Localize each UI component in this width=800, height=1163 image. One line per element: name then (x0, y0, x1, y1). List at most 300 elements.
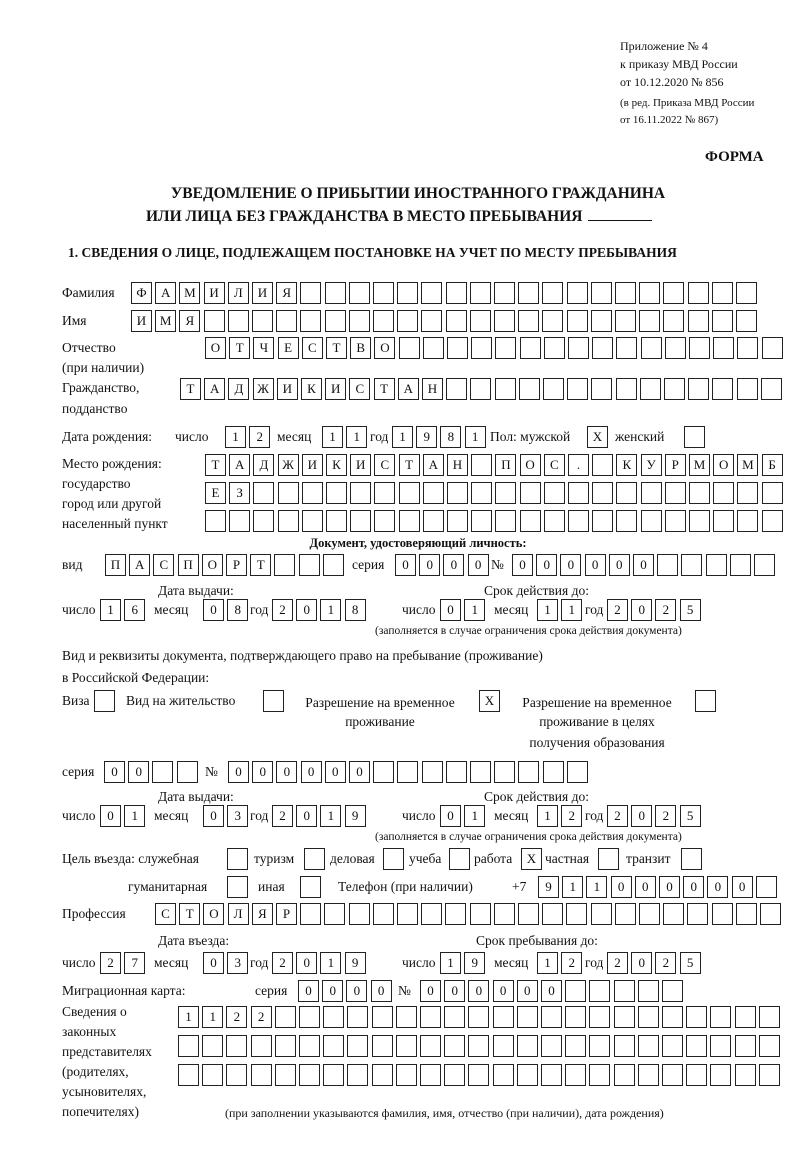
char-cell[interactable] (640, 378, 661, 400)
char-cell[interactable] (735, 1064, 756, 1086)
char-cell[interactable] (471, 454, 492, 476)
char-cell[interactable] (350, 510, 371, 532)
char-cell[interactable] (688, 282, 709, 304)
char-cell[interactable] (759, 1006, 780, 1028)
res-issue-day-field[interactable] (100, 805, 148, 827)
char-cell[interactable]: Т (326, 337, 347, 359)
char-cell[interactable] (737, 378, 758, 400)
char-cell[interactable]: 0 (296, 805, 317, 827)
char-cell[interactable] (686, 1064, 707, 1086)
female-checkbox[interactable] (684, 426, 708, 448)
char-cell[interactable] (686, 1035, 707, 1057)
char-cell[interactable] (493, 1064, 514, 1086)
char-cell[interactable] (202, 1064, 223, 1086)
char-cell[interactable]: 2 (607, 952, 628, 974)
char-cell[interactable]: 8 (345, 599, 366, 621)
purpose-humanitarian-checkbox[interactable] (227, 876, 251, 898)
char-cell[interactable]: 8 (227, 599, 248, 621)
char-cell[interactable] (713, 482, 734, 504)
char-cell[interactable] (592, 482, 613, 504)
char-cell[interactable]: О (374, 337, 395, 359)
char-cell[interactable]: 0 (100, 805, 121, 827)
char-cell[interactable] (567, 761, 588, 783)
char-cell[interactable] (470, 378, 491, 400)
char-cell[interactable]: 0 (560, 554, 581, 576)
char-cell[interactable] (737, 482, 758, 504)
char-cell[interactable] (688, 310, 709, 332)
char-cell[interactable]: 1 (464, 805, 485, 827)
entry-year-field[interactable] (272, 952, 369, 974)
char-cell[interactable] (589, 1064, 610, 1086)
char-cell[interactable] (397, 761, 418, 783)
char-cell[interactable]: 1 (392, 426, 413, 448)
char-cell[interactable] (325, 310, 346, 332)
char-cell[interactable]: 9 (416, 426, 437, 448)
res-issue-year-field[interactable] (272, 805, 369, 827)
char-cell[interactable]: 0 (512, 554, 533, 576)
char-cell[interactable]: 0 (611, 876, 632, 898)
char-cell[interactable]: X (587, 426, 608, 448)
char-cell[interactable] (712, 310, 733, 332)
char-cell[interactable] (374, 510, 395, 532)
char-cell[interactable] (397, 282, 418, 304)
char-cell[interactable] (278, 482, 299, 504)
char-cell[interactable] (730, 554, 751, 576)
char-cell[interactable] (420, 1064, 441, 1086)
doc-issue-year-field[interactable] (272, 599, 369, 621)
char-cell[interactable]: 0 (420, 980, 441, 1002)
char-cell[interactable] (421, 310, 442, 332)
char-cell[interactable] (517, 1006, 538, 1028)
char-cell[interactable]: 0 (298, 980, 319, 1002)
char-cell[interactable]: 3 (227, 805, 248, 827)
char-cell[interactable]: 0 (517, 980, 538, 1002)
res-issue-month-field[interactable] (203, 805, 251, 827)
char-cell[interactable]: А (204, 378, 225, 400)
char-cell[interactable] (706, 554, 727, 576)
char-cell[interactable] (541, 1064, 562, 1086)
char-cell[interactable]: 1 (225, 426, 246, 448)
char-cell[interactable] (347, 1035, 368, 1057)
char-cell[interactable] (616, 378, 637, 400)
char-cell[interactable]: Я (252, 903, 273, 925)
char-cell[interactable] (762, 337, 783, 359)
char-cell[interactable]: 0 (395, 554, 416, 576)
char-cell[interactable] (641, 337, 662, 359)
char-cell[interactable] (323, 1064, 344, 1086)
char-cell[interactable] (591, 310, 612, 332)
char-cell[interactable] (542, 282, 563, 304)
char-cell[interactable] (519, 378, 540, 400)
char-cell[interactable] (517, 1064, 538, 1086)
char-cell[interactable]: Я (276, 282, 297, 304)
char-cell[interactable]: И (252, 282, 273, 304)
char-cell[interactable] (326, 482, 347, 504)
char-cell[interactable] (736, 282, 757, 304)
char-cell[interactable]: 2 (272, 599, 293, 621)
patronymic-field[interactable] (205, 337, 786, 359)
char-cell[interactable] (447, 482, 468, 504)
char-cell[interactable]: 1 (202, 1006, 223, 1028)
char-cell[interactable] (470, 903, 491, 925)
char-cell[interactable]: 1 (100, 599, 121, 621)
purpose-business-checkbox[interactable] (383, 848, 407, 870)
char-cell[interactable]: М (155, 310, 176, 332)
char-cell[interactable] (616, 482, 637, 504)
char-cell[interactable] (444, 1006, 465, 1028)
char-cell[interactable]: Т (229, 337, 250, 359)
char-cell[interactable]: К (301, 378, 322, 400)
char-cell[interactable] (541, 1006, 562, 1028)
char-cell[interactable]: Р (276, 903, 297, 925)
char-cell[interactable] (565, 1064, 586, 1086)
char-cell[interactable] (639, 282, 660, 304)
char-cell[interactable] (681, 848, 702, 870)
char-cell[interactable] (657, 554, 678, 576)
char-cell[interactable] (638, 1035, 659, 1057)
char-cell[interactable]: О (520, 454, 541, 476)
char-cell[interactable]: . (568, 454, 589, 476)
char-cell[interactable] (565, 1035, 586, 1057)
char-cell[interactable] (689, 482, 710, 504)
char-cell[interactable]: 0 (536, 554, 557, 576)
char-cell[interactable] (349, 282, 370, 304)
char-cell[interactable] (372, 1006, 393, 1028)
char-cell[interactable] (470, 310, 491, 332)
char-cell[interactable] (712, 378, 733, 400)
char-cell[interactable] (326, 510, 347, 532)
char-cell[interactable]: Ф (131, 282, 152, 304)
char-cell[interactable]: 2 (100, 952, 121, 974)
char-cell[interactable]: А (129, 554, 150, 576)
char-cell[interactable] (544, 510, 565, 532)
char-cell[interactable] (374, 482, 395, 504)
char-cell[interactable]: С (349, 378, 370, 400)
doc-valid-year-field[interactable] (607, 599, 704, 621)
char-cell[interactable] (253, 482, 274, 504)
char-cell[interactable]: Е (205, 482, 226, 504)
char-cell[interactable]: 0 (443, 554, 464, 576)
res-series-field[interactable] (104, 761, 201, 783)
char-cell[interactable] (664, 378, 685, 400)
char-cell[interactable]: 5 (680, 952, 701, 974)
char-cell[interactable] (495, 337, 516, 359)
char-cell[interactable] (736, 903, 757, 925)
char-cell[interactable] (227, 848, 248, 870)
char-cell[interactable]: Р (226, 554, 247, 576)
char-cell[interactable] (299, 1006, 320, 1028)
char-cell[interactable]: 2 (655, 599, 676, 621)
char-cell[interactable]: 0 (296, 952, 317, 974)
char-cell[interactable]: Д (228, 378, 249, 400)
char-cell[interactable]: 1 (537, 952, 558, 974)
char-cell[interactable] (399, 510, 420, 532)
char-cell[interactable] (263, 690, 284, 712)
char-cell[interactable] (421, 903, 442, 925)
char-cell[interactable] (275, 1006, 296, 1028)
char-cell[interactable] (566, 903, 587, 925)
char-cell[interactable]: 0 (203, 952, 224, 974)
char-cell[interactable] (591, 378, 612, 400)
char-cell[interactable] (568, 510, 589, 532)
char-cell[interactable] (565, 1006, 586, 1028)
char-cell[interactable]: З (229, 482, 250, 504)
char-cell[interactable] (304, 848, 325, 870)
stay-month-field[interactable] (537, 952, 585, 974)
stay-year-field[interactable] (607, 952, 704, 974)
char-cell[interactable]: О (203, 903, 224, 925)
char-cell[interactable] (544, 337, 565, 359)
char-cell[interactable] (493, 1006, 514, 1028)
char-cell[interactable] (589, 1035, 610, 1057)
purpose-official-checkbox[interactable] (227, 848, 251, 870)
entry-month-field[interactable] (203, 952, 251, 974)
char-cell[interactable]: О (713, 454, 734, 476)
char-cell[interactable]: 1 (561, 599, 582, 621)
char-cell[interactable]: 9 (345, 952, 366, 974)
char-cell[interactable] (638, 1006, 659, 1028)
char-cell[interactable]: А (398, 378, 419, 400)
char-cell[interactable] (542, 310, 563, 332)
char-cell[interactable]: 0 (468, 980, 489, 1002)
char-cell[interactable] (302, 482, 323, 504)
char-cell[interactable] (397, 903, 418, 925)
char-cell[interactable]: С (374, 454, 395, 476)
char-cell[interactable] (373, 282, 394, 304)
char-cell[interactable] (494, 903, 515, 925)
char-cell[interactable] (178, 1064, 199, 1086)
char-cell[interactable]: 0 (683, 876, 704, 898)
char-cell[interactable] (759, 1035, 780, 1057)
char-cell[interactable] (347, 1006, 368, 1028)
char-cell[interactable] (423, 482, 444, 504)
char-cell[interactable] (444, 1064, 465, 1086)
birth-day-field[interactable] (225, 426, 273, 448)
char-cell[interactable] (689, 337, 710, 359)
char-cell[interactable] (543, 761, 564, 783)
char-cell[interactable] (737, 510, 758, 532)
representatives-field-1[interactable] (178, 1006, 783, 1028)
char-cell[interactable]: 2 (561, 805, 582, 827)
char-cell[interactable]: 0 (296, 599, 317, 621)
edu-permit-checkbox[interactable] (695, 690, 719, 712)
char-cell[interactable]: Б (762, 454, 783, 476)
char-cell[interactable]: 1 (537, 805, 558, 827)
char-cell[interactable] (495, 510, 516, 532)
char-cell[interactable] (325, 282, 346, 304)
char-cell[interactable] (638, 1064, 659, 1086)
char-cell[interactable] (300, 876, 321, 898)
char-cell[interactable] (759, 1064, 780, 1086)
char-cell[interactable]: К (616, 454, 637, 476)
char-cell[interactable] (152, 761, 173, 783)
char-cell[interactable]: В (350, 337, 371, 359)
char-cell[interactable] (736, 310, 757, 332)
char-cell[interactable]: 0 (633, 554, 654, 576)
char-cell[interactable]: 0 (468, 554, 489, 576)
char-cell[interactable]: Т (399, 454, 420, 476)
char-cell[interactable] (518, 282, 539, 304)
char-cell[interactable]: И (302, 454, 323, 476)
char-cell[interactable] (686, 1006, 707, 1028)
char-cell[interactable] (615, 282, 636, 304)
char-cell[interactable] (177, 761, 198, 783)
char-cell[interactable] (639, 310, 660, 332)
char-cell[interactable] (681, 554, 702, 576)
char-cell[interactable] (494, 761, 515, 783)
char-cell[interactable] (445, 903, 466, 925)
char-cell[interactable] (470, 761, 491, 783)
char-cell[interactable]: А (423, 454, 444, 476)
char-cell[interactable] (589, 1006, 610, 1028)
doc-number-field[interactable] (512, 554, 778, 576)
res-number-field[interactable] (228, 761, 591, 783)
char-cell[interactable] (695, 690, 716, 712)
char-cell[interactable] (300, 282, 321, 304)
char-cell[interactable]: С (544, 454, 565, 476)
char-cell[interactable] (396, 1064, 417, 1086)
char-cell[interactable] (373, 903, 394, 925)
char-cell[interactable]: 0 (371, 980, 392, 1002)
char-cell[interactable] (520, 482, 541, 504)
char-cell[interactable]: Н (447, 454, 468, 476)
purpose-transit-checkbox[interactable] (681, 848, 705, 870)
char-cell[interactable]: 0 (128, 761, 149, 783)
char-cell[interactable] (737, 337, 758, 359)
char-cell[interactable]: Т (180, 378, 201, 400)
char-cell[interactable]: Ж (253, 378, 274, 400)
char-cell[interactable] (470, 282, 491, 304)
char-cell[interactable] (614, 1006, 635, 1028)
char-cell[interactable]: 1 (464, 599, 485, 621)
char-cell[interactable]: 9 (464, 952, 485, 974)
birth-month-field[interactable] (322, 426, 370, 448)
char-cell[interactable] (471, 510, 492, 532)
char-cell[interactable]: О (205, 337, 226, 359)
char-cell[interactable] (324, 903, 345, 925)
char-cell[interactable]: 1 (320, 805, 341, 827)
char-cell[interactable]: 1 (440, 952, 461, 974)
char-cell[interactable] (229, 510, 250, 532)
char-cell[interactable]: 0 (349, 761, 370, 783)
char-cell[interactable]: 0 (444, 980, 465, 1002)
char-cell[interactable] (662, 980, 683, 1002)
char-cell[interactable]: 0 (585, 554, 606, 576)
res-valid-day-field[interactable] (440, 805, 488, 827)
stay-day-field[interactable] (440, 952, 488, 974)
char-cell[interactable]: 1 (562, 876, 583, 898)
char-cell[interactable] (616, 510, 637, 532)
char-cell[interactable]: 1 (178, 1006, 199, 1028)
char-cell[interactable] (663, 282, 684, 304)
char-cell[interactable] (641, 482, 662, 504)
char-cell[interactable] (226, 1064, 247, 1086)
char-cell[interactable] (662, 1035, 683, 1057)
char-cell[interactable]: 0 (203, 599, 224, 621)
char-cell[interactable]: Т (250, 554, 271, 576)
char-cell[interactable] (446, 761, 467, 783)
char-cell[interactable] (422, 761, 443, 783)
char-cell[interactable] (396, 1035, 417, 1057)
char-cell[interactable] (567, 378, 588, 400)
char-cell[interactable]: Ч (253, 337, 274, 359)
char-cell[interactable] (565, 980, 586, 1002)
char-cell[interactable] (447, 510, 468, 532)
char-cell[interactable] (639, 903, 660, 925)
char-cell[interactable] (518, 761, 539, 783)
temp-permit-checkbox[interactable] (479, 690, 503, 712)
char-cell[interactable]: Р (665, 454, 686, 476)
char-cell[interactable]: 5 (680, 599, 701, 621)
char-cell[interactable]: Ж (278, 454, 299, 476)
char-cell[interactable] (420, 1006, 441, 1028)
char-cell[interactable] (421, 282, 442, 304)
char-cell[interactable] (251, 1064, 272, 1086)
char-cell[interactable]: 9 (345, 805, 366, 827)
char-cell[interactable] (494, 282, 515, 304)
char-cell[interactable] (205, 510, 226, 532)
char-cell[interactable]: И (277, 378, 298, 400)
char-cell[interactable] (227, 876, 248, 898)
char-cell[interactable] (299, 1035, 320, 1057)
char-cell[interactable]: 1 (124, 805, 145, 827)
char-cell[interactable] (228, 310, 249, 332)
char-cell[interactable] (94, 690, 115, 712)
char-cell[interactable]: И (325, 378, 346, 400)
char-cell[interactable]: О (202, 554, 223, 576)
char-cell[interactable] (687, 903, 708, 925)
char-cell[interactable] (300, 903, 321, 925)
profession-field[interactable] (155, 903, 784, 925)
char-cell[interactable] (641, 510, 662, 532)
char-cell[interactable]: 1 (346, 426, 367, 448)
char-cell[interactable] (251, 1035, 272, 1057)
char-cell[interactable] (710, 1035, 731, 1057)
char-cell[interactable]: 1 (320, 599, 341, 621)
char-cell[interactable]: 0 (419, 554, 440, 576)
char-cell[interactable]: 0 (104, 761, 125, 783)
char-cell[interactable] (520, 510, 541, 532)
char-cell[interactable] (373, 761, 394, 783)
birth-year-field[interactable] (392, 426, 489, 448)
char-cell[interactable]: Т (205, 454, 226, 476)
char-cell[interactable] (204, 310, 225, 332)
char-cell[interactable] (665, 510, 686, 532)
char-cell[interactable] (274, 554, 295, 576)
char-cell[interactable] (518, 903, 539, 925)
char-cell[interactable]: 0 (301, 761, 322, 783)
char-cell[interactable] (543, 378, 564, 400)
char-cell[interactable] (712, 282, 733, 304)
migration-series-field[interactable] (298, 980, 395, 1002)
char-cell[interactable]: 0 (325, 761, 346, 783)
char-cell[interactable] (202, 1035, 223, 1057)
char-cell[interactable] (468, 1064, 489, 1086)
char-cell[interactable] (615, 903, 636, 925)
char-cell[interactable] (518, 310, 539, 332)
char-cell[interactable] (663, 310, 684, 332)
char-cell[interactable] (710, 1064, 731, 1086)
char-cell[interactable]: 0 (440, 805, 461, 827)
char-cell[interactable] (396, 1006, 417, 1028)
char-cell[interactable]: Я (179, 310, 200, 332)
char-cell[interactable]: И (350, 454, 371, 476)
char-cell[interactable] (323, 1006, 344, 1028)
char-cell[interactable] (591, 903, 612, 925)
representatives-field-3[interactable] (178, 1064, 783, 1086)
char-cell[interactable]: Д (253, 454, 274, 476)
char-cell[interactable]: 0 (732, 876, 753, 898)
